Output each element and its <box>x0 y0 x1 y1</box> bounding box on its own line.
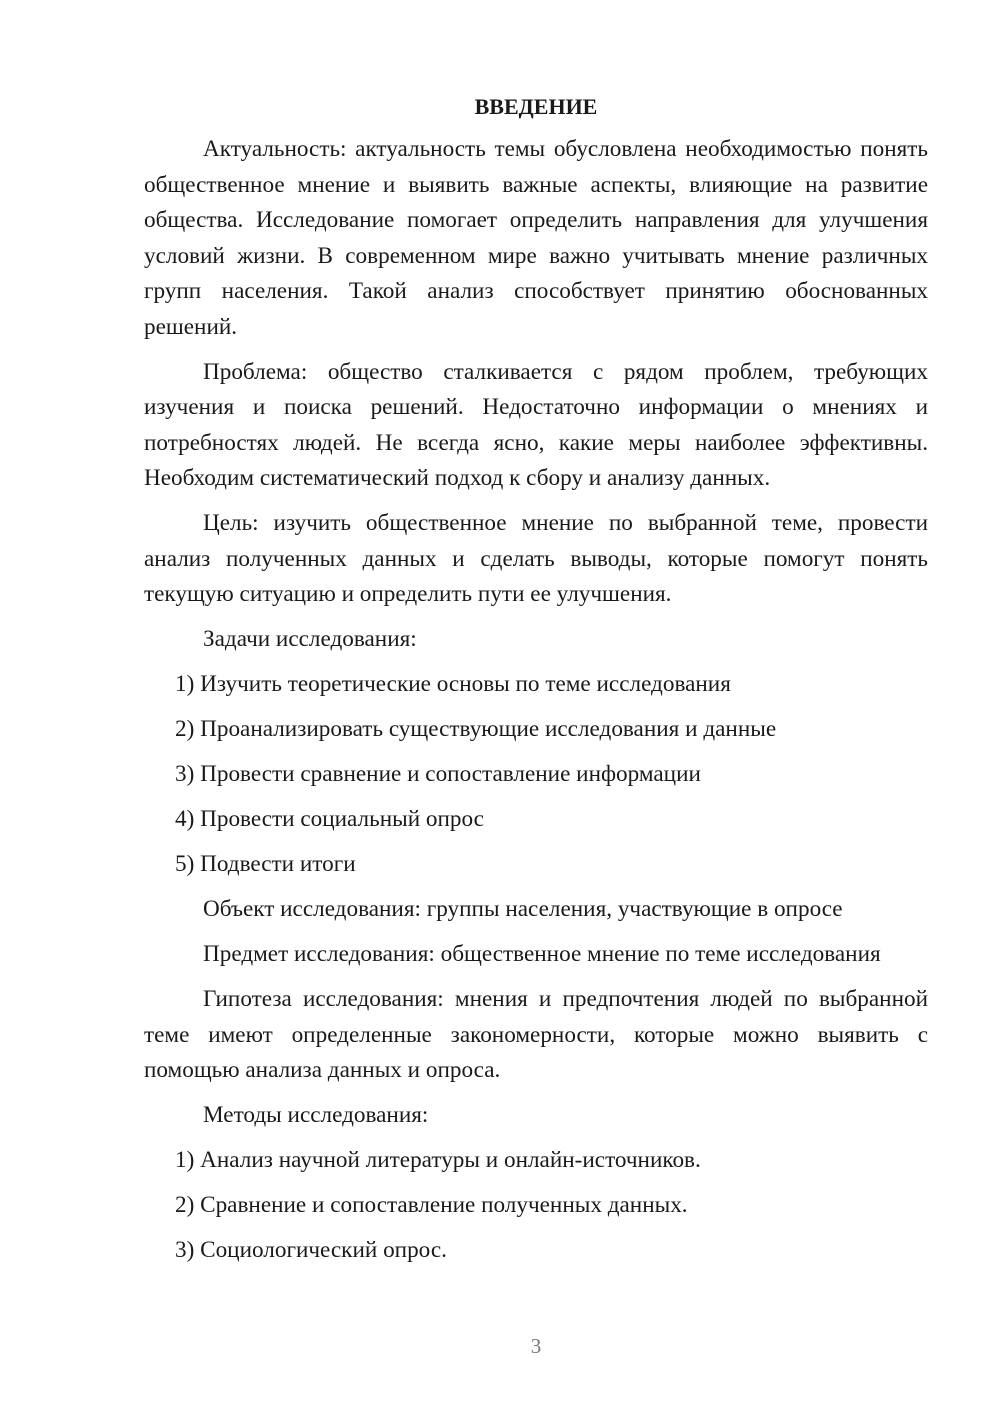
method-item: 1) Анализ научной литературы и онлайн-источников. <box>175 1147 701 1173</box>
hypothesis-paragraph: Гипотеза исследования: мнения и предпочтения людей по выбранной теме имеют определенные закономерности, которые можно выявить с помощью анализа данных и опроса. <box>144 986 928 1083</box>
methods-label: Методы исследования: <box>203 1102 429 1128</box>
page-number: 3 <box>530 1334 542 1358</box>
goal-paragraph: Цель: изучить общественное мнение по выбранной теме, провести анализ полученных данных и сделать выводы, которые помогут понять текущую ситуацию и определить пути ее улучшения. <box>144 510 928 607</box>
subject-line: Предмет исследования: общественное мнение по теме исследования <box>203 941 881 967</box>
method-item: 3) Социологический опрос. <box>175 1237 447 1263</box>
task-item: 5) Подвести итоги <box>175 851 356 877</box>
relevance-paragraph: Актуальность: актуальность темы обусловлена необходимостью понять общественное мнение и выявить важные аспекты, влияющие на развитие общества. Исследование помогает определить направления для улучшения условий жизни. В современном мире важно учитывать мнение различных групп населения. Такой анализ способствует принятию обоснованных решений. <box>144 136 928 340</box>
task-item: 3) Провести сравнение и сопоставление информации <box>175 761 701 787</box>
task-item: 4) Провести социальный опрос <box>175 806 484 832</box>
method-item: 2) Сравнение и сопоставление полученных данных. <box>175 1192 688 1218</box>
problem-paragraph: Проблема: общество сталкивается с рядом проблем, требующих изучения и поиска решений. Недостаточно информации о мнениях и потребностях людей. Не всегда ясно, какие меры наиболее эффективны. Необходим систематический подход к сбору и анализу данных. <box>144 358 928 491</box>
object-line: Объект исследования: группы населения, участвующие в опросе <box>203 896 843 922</box>
tasks-label: Задачи исследования: <box>203 626 417 652</box>
page-content <box>144 92 928 1278</box>
task-item: 2) Проанализировать существующие исследования и данные <box>175 716 777 742</box>
task-item: 1) Изучить теоретические основы по теме исследования <box>175 671 731 697</box>
section-heading: ВВЕДЕНИЕ <box>474 94 598 119</box>
